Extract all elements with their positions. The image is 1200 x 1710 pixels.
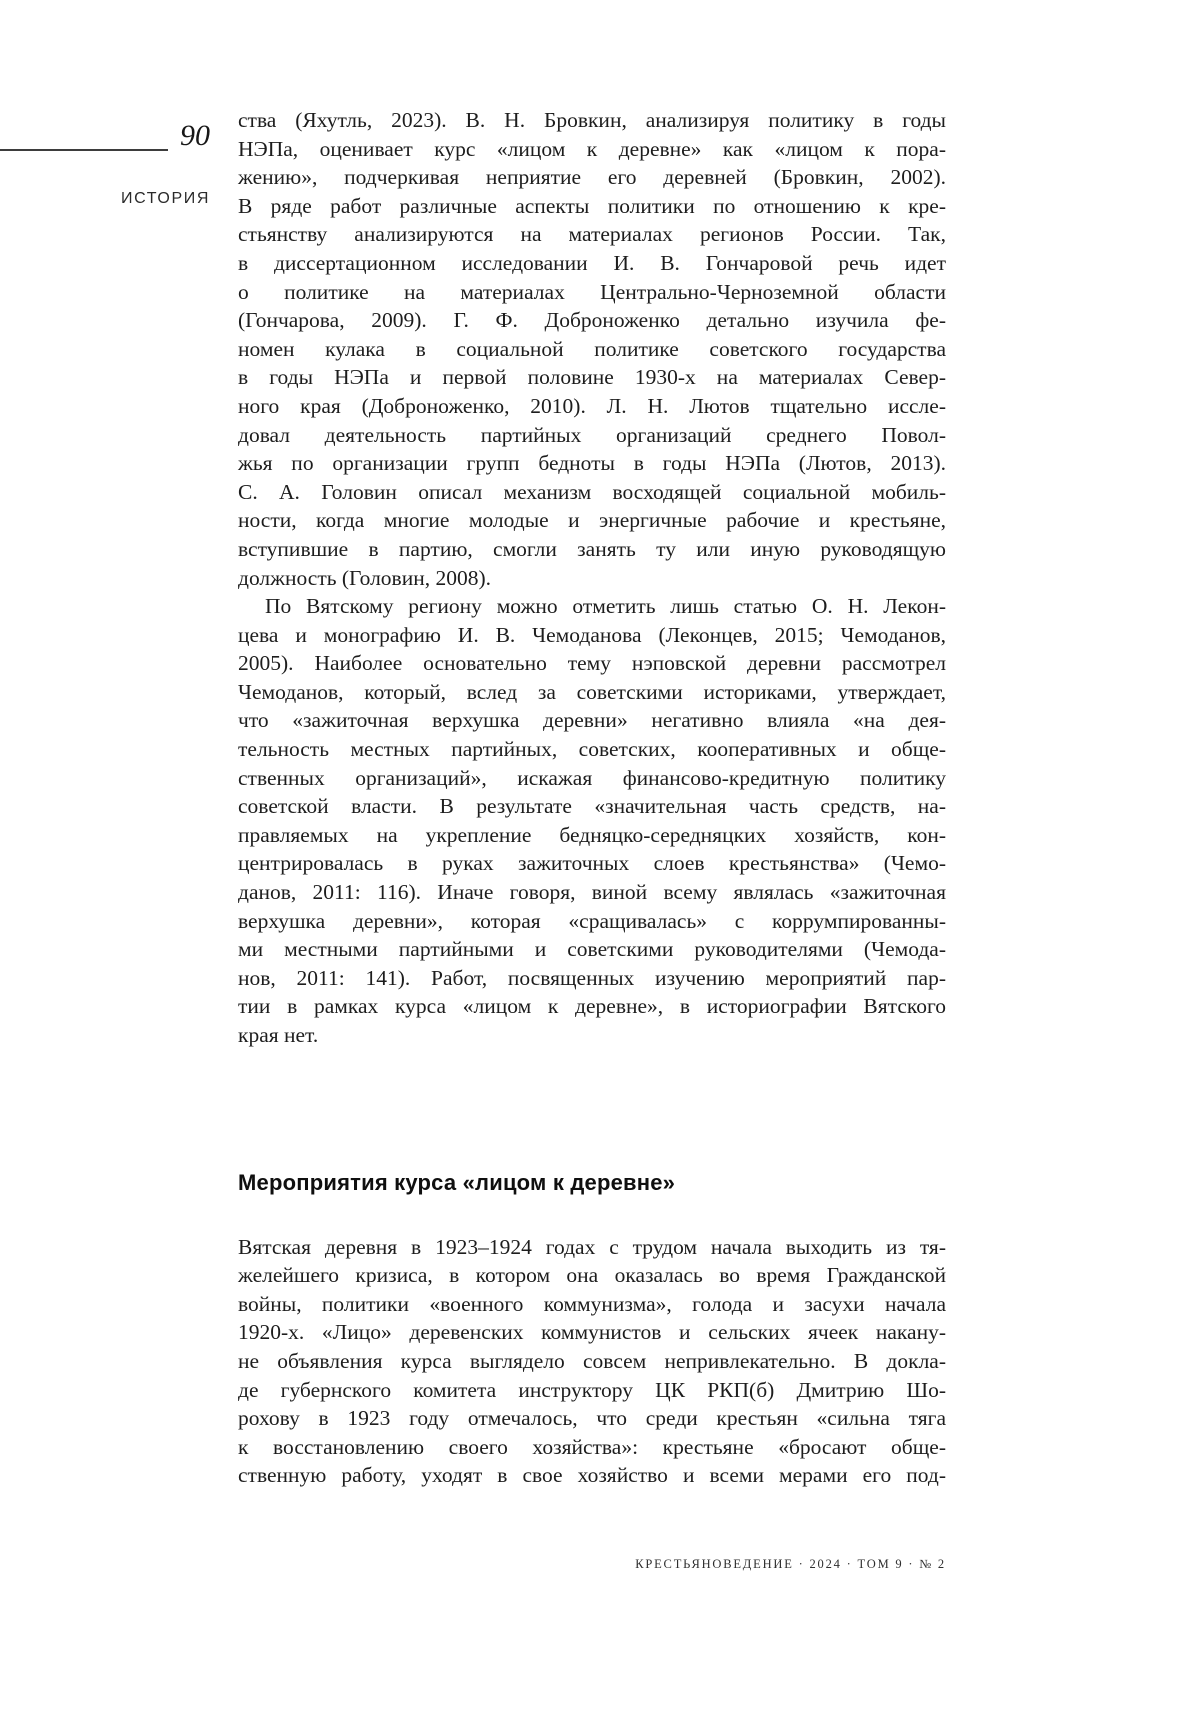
text-line: номен кулака в социальной политике советского государства — [238, 336, 946, 361]
text-line: (Гончарова, 2009). Г. Ф. Доброноженко детально изучила фе- — [238, 308, 946, 333]
text-line: не объявления курса выглядело совсем непривлекательно. В докла- — [238, 1348, 946, 1373]
text-line: жению», подчеркивая неприятие его деревней (Бровкин, 2002). — [238, 165, 946, 190]
text-line: советской власти. В результате «значительная часть средств, на- — [238, 794, 946, 819]
text-line: де губернского комитета инструктору ЦК РКП(б) Дмитрию Шо- — [238, 1377, 946, 1402]
text-line: в диссертационном исследовании И. В. Гончаровой речь идет — [238, 250, 946, 275]
text-line: к восстановлению своего хозяйства»: крестьяне «бросают обще- — [238, 1434, 946, 1459]
text-line: должность (Головин, 2008). — [238, 565, 491, 590]
text-line: рохову в 1923 году отмечалось, что среди крестьян «сильна тяга — [238, 1406, 946, 1431]
text-line: верхушка деревни», которая «сращивалась» с коррумпированны- — [238, 908, 946, 933]
text-line: По Вятскому региону можно отметить лишь статью О. Н. Лекон- — [265, 594, 946, 619]
journal-footer: КРЕСТЬЯНОВЕДЕНИЕ · 2024 · ТОМ 9 · № 2 — [635, 1557, 946, 1571]
text-line: цева и монографию И. В. Чемоданова (Леконцев, 2015; Чемоданов, — [238, 622, 946, 647]
text-line: ности, когда многие молодые и энергичные рабочие и крестьяне, — [238, 508, 946, 533]
text-line: довал деятельность партийных организаций среднего Повол- — [238, 422, 946, 447]
text-line: центрировалась в руках зажиточных слоев крестьянства» (Чемо- — [238, 851, 946, 876]
text-line: 2005). Наиболее основательно тему нэповской деревни рассмотрел — [238, 651, 946, 676]
text-line: В ряде работ различные аспекты политики по отношению к кре- — [238, 193, 946, 218]
text-line: данов, 2011: 116). Иначе говоря, виной всему являлась «зажиточная — [238, 880, 946, 905]
text-line: тии в рамках курса «лицом к деревне», в историографии Вятского — [238, 994, 946, 1019]
text-line: правляемых на укрепление бедняцко-середняцких хозяйств, кон- — [238, 822, 946, 847]
text-line: ми местными партийными и советскими руководителями (Чемода- — [238, 937, 946, 962]
text-line: края нет. — [238, 1023, 319, 1047]
text-line: ственных организаций», искажая финансово-кредитную политику — [238, 765, 946, 790]
text-line: о политике на материалах Центрально-Черноземной области — [238, 279, 946, 304]
text-line: желейшего кризиса, в котором она оказалась во время Гражданской — [238, 1263, 946, 1288]
text-line: 1920-х. «Лицо» деревенских коммунистов и сельских ячеек накану- — [238, 1320, 946, 1345]
text-line: С. А. Головин описал механизм восходящей социальной мобиль- — [238, 479, 946, 504]
text-line: ственную работу, уходят в свое хозяйство и всеми мерами его под- — [238, 1463, 946, 1488]
paragraph — [238, 1233, 946, 1490]
text-line: нов, 2011: 141). Работ, посвященных изучению мероприятий пар- — [238, 965, 946, 990]
section-label: ИСТОРИЯ — [121, 190, 210, 207]
text-line: Вятская деревня в 1923–1924 годах с трудом начала выходить из тя- — [238, 1234, 946, 1259]
text-line: жья по организации групп бедноты в годы НЭПа (Лютов, 2013). — [238, 451, 946, 476]
text-column — [238, 106, 946, 1490]
paragraph — [238, 106, 946, 592]
text-line: стьянству анализируются на материалах регионов России. Так, — [238, 222, 946, 247]
page-number: 90 — [180, 119, 210, 152]
text-line: НЭПа, оценивает курс «лицом к деревне» как «лицом к пора- — [238, 136, 946, 161]
text-line: в годы НЭПа и первой половине 1930-х на материалах Север- — [238, 365, 946, 390]
text-line: вступившие в партию, смогли занять ту или иную руководящую — [238, 536, 946, 561]
text-line: что «зажиточная верхушка деревни» негативно влияла «на дея- — [238, 708, 946, 733]
paragraph — [238, 592, 946, 1050]
text-line: ства (Яхутль, 2023). В. Н. Бровкин, анализируя политику в годы — [238, 108, 946, 132]
section-heading: Мероприятия курса «лицом к деревне» — [238, 1169, 676, 1195]
text-line: ного края (Доброноженко, 2010). Л. Н. Лютов тщательно иссле- — [238, 393, 946, 418]
text-line: тельность местных партийных, советских, кооперативных и обще- — [238, 737, 946, 762]
text-line: Чемоданов, который, вслед за советскими историками, утверждает, — [238, 679, 946, 704]
text-line: войны, политики «военного коммунизма», голода и засухи начала — [238, 1291, 946, 1316]
